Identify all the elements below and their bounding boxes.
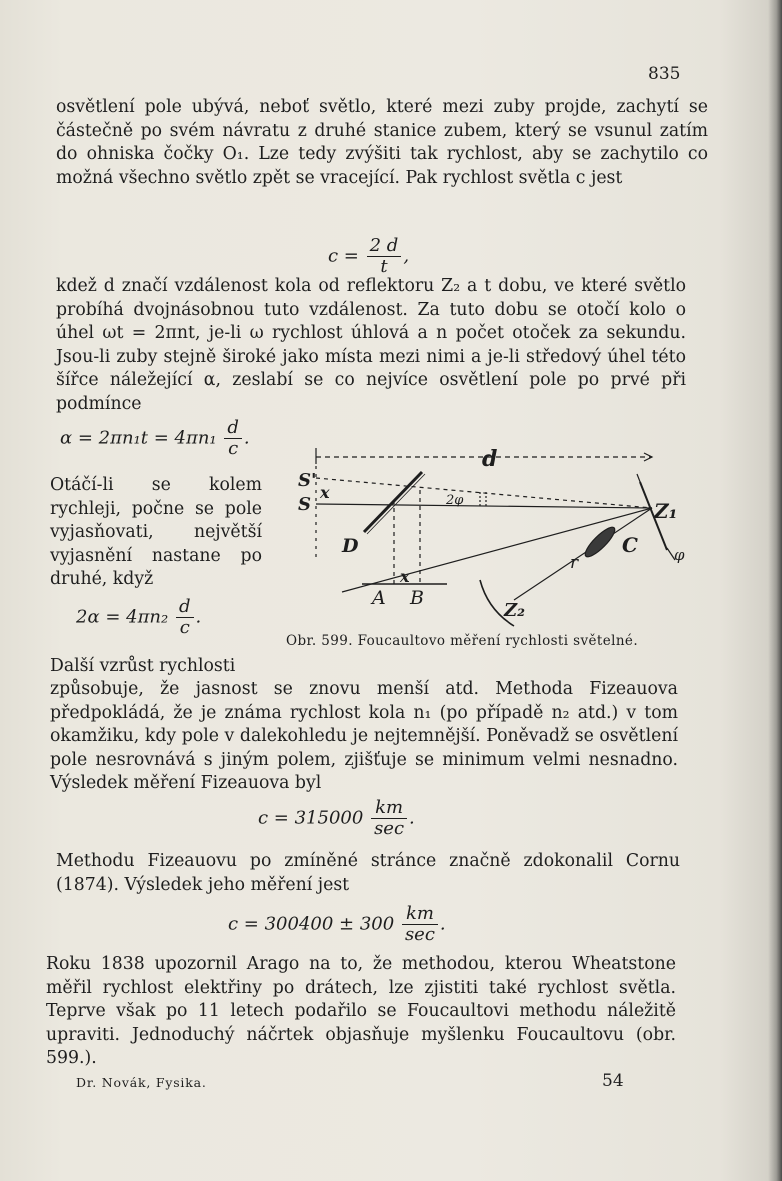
ray-s [316,504,652,508]
footer-sheet-number: 54 [602,1071,624,1091]
paragraph-4: Methodu Fizeauovu po zmíněné stránce značně zdokonalil Cornu (1874). Výsledek jeho měření jest [56,851,680,895]
equation-4-denominator: sec [374,818,405,839]
equation-1-tail: , [403,245,410,267]
footer-author: Dr. Novák, Fysika. [76,1075,207,1090]
page-edge-shadow [768,0,782,1181]
equation-1-numerator: 2 d [367,236,402,257]
figure-caption: Obr. 599. Foucaultovo měření rychlosti světelné. [286,633,639,649]
equation-1 [328,236,409,277]
equation-5-numerator: km [402,904,438,925]
equation-5-fraction [402,904,438,945]
label-s: S [298,494,311,515]
equation-5-tail: . [439,913,446,935]
label-a: A [372,587,386,609]
label-z1: Z₁ [654,499,678,523]
lens-c [582,524,619,561]
ray-to-z2 [342,508,652,592]
label-z2: Z₂ [504,600,526,621]
label-d: d [482,446,498,472]
glass-plate [364,472,422,532]
paragraph-5: Roku 1838 upozornil Arago na to, že methodou, kterou Wheatstone měřil rychlost elektřiny po drátech, lze zjistiti také rychlost světla. Teprve však po 11 letech podařilo se Foucaultovi methodu náležitě upraviti. Jednoduchý náčrtek objasňuje myšlenku Foucaultovu (obr. 599.). [46,954,676,1069]
foucault-diagram [282,440,692,635]
paragraph-1: osvětlení pole ubývá, neboť světlo, které mezi zuby projde, zachytí se částečně po svém návratu z druhé stanice zubem, který se vsunul zatím do ohniska čočky O₁. Lze tedy zvýšiti tak rychlost, aby se zachytilo co možná všechno světlo zpět se vracející. Pak rychlost světla c jest [56,97,708,188]
label-x-top: x [320,483,330,502]
side-text-2: Další vzrůst rychlosti [50,656,236,676]
equation-4 [258,798,415,839]
equation-4-fraction [371,798,407,839]
equation-2 [60,418,250,459]
equation-2-denominator: c [228,438,239,459]
ray-s-prime [316,478,652,508]
equation-2-lhs: α = 2πn₁t = 4πn₁ [60,427,217,449]
equation-5-lhs: c = 300400 ± 300 [228,913,395,935]
label-s-prime: S' [298,470,317,491]
equation-1-lhs: c = [328,245,359,267]
equation-3-lhs: 2α = 4πn₂ [76,606,169,628]
page-number: 835 [648,64,681,84]
label-b: B [410,587,424,609]
equation-3-fraction [176,597,194,638]
label-c: C [622,533,638,557]
equation-3-numerator: d [176,597,194,618]
label-2phi: 2φ [446,493,464,508]
equation-4-tail: . [409,807,415,829]
equation-3-denominator: c [179,617,190,638]
equation-3-tail: . [195,606,202,628]
equation-2-tail: . [243,427,250,449]
equation-5 [228,904,446,945]
equation-1-denominator: t [380,256,388,277]
paragraph-3: způsobuje, že jasnost se znovu menší atd. Methoda Fizeauova předpokládá, že je známa rychlost kola n₁ (po případě n₂ atd.) v tom okamžiku, kdy pole v dalekohledu je nejtemnější. Poněvadž se osvětlení pole nesrovnává s jiným polem, zjišťuje se minimum velmi nesnadno. Výsledek měření Fizeauova byl [50,679,678,794]
label-r: r [570,553,579,573]
equation-1-fraction [367,236,402,277]
equation-4-lhs: c = 315000 [258,807,364,829]
paragraph-2: kdež d značí vzdálenost kola od reflektoru Z₂ a t dobu, ve které světlo probíhá dvojnásobnou tuto vzdálenost. Za tuto dobu se otočí kolo o úhel ωt = 2πnt, je-li ω rychlost úhlová a n počet otoček za sekundu. Jsou-li zuby stejně široké jako místa mezi nimi a je-li středový úhel této šířce náležející α, zeslabí se co nejvíce osvětlení pole po prvé při podmínce [56,276,686,414]
equation-4-numerator: km [371,798,407,819]
equation-5-denominator: sec [404,924,435,945]
equation-3 [76,597,201,638]
label-d-plate: D [342,535,359,557]
label-x-bottom: x [400,567,410,586]
equation-2-numerator: d [224,418,242,439]
distance-d-arrow [644,453,652,461]
side-text: Otáčí-li se kolem rychleji, počne se pole vyjasňovati, největší vyjasnění nastane po druhé, když [50,475,262,590]
label-phi: φ [674,546,685,564]
equation-2-fraction [224,418,242,459]
